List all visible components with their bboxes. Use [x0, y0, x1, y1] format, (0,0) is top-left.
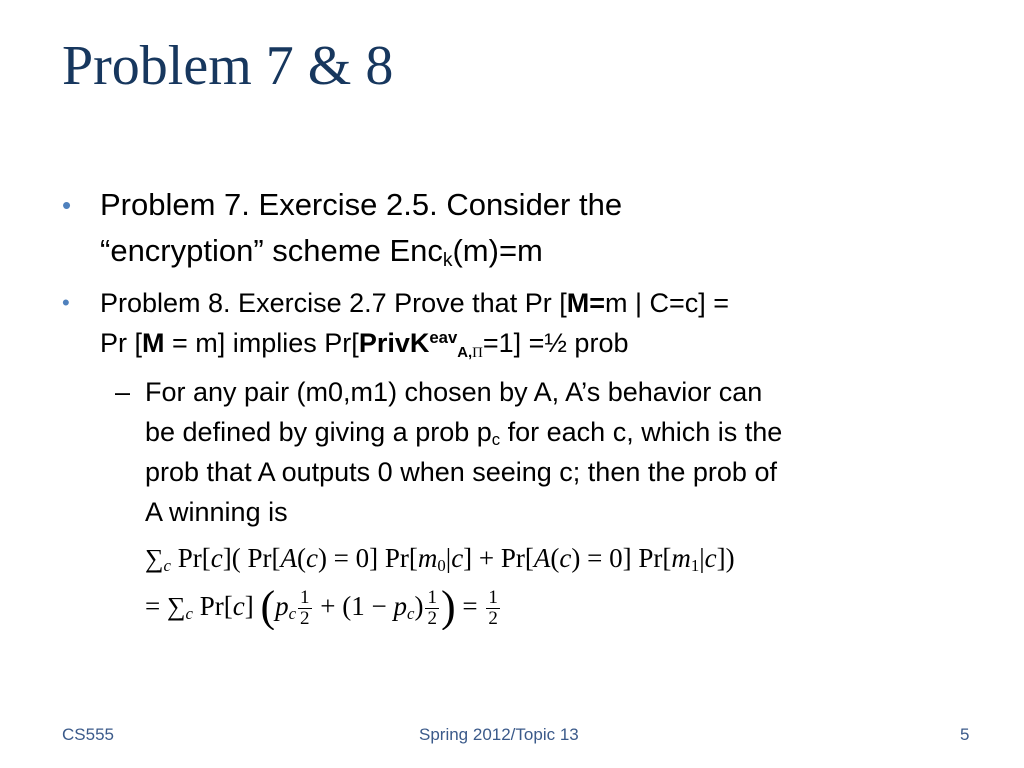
privk-subscript: [457, 345, 483, 361]
f1-p4: ) = 0] Pr[: [317, 543, 418, 573]
bullet-problem-7-line2: [100, 228, 1000, 274]
fraction-half-1: [298, 588, 312, 629]
frac1-den: 2: [300, 608, 310, 630]
f1-p3: (: [296, 543, 306, 573]
p8-line1-pre: Problem 8. Exercise 2.7 Prove that Pr [: [100, 288, 567, 318]
formula-line-1: [145, 538, 735, 579]
f1-p9: |: [699, 543, 705, 573]
f2-c: c: [232, 591, 245, 621]
sub-line2-post: for each c, which is the: [500, 417, 783, 447]
f1-p5: |: [445, 543, 452, 573]
bullet-problem-8-line2: [100, 323, 1000, 363]
sigma-symbol: ∑: [145, 544, 164, 573]
f2-eq1: =: [145, 591, 167, 621]
f1-p2: ]( Pr[: [222, 543, 281, 573]
footer-topic: Spring 2012/Topic 13: [419, 725, 579, 744]
slide-title: Problem 7 & 8: [62, 35, 394, 97]
sub-line2-subscript: c: [491, 430, 501, 450]
p8-line2-post: =1] =½ prob: [482, 328, 629, 358]
sigma-subscript: c: [185, 604, 193, 624]
bullet-problem-7: [62, 182, 1000, 274]
f2-pr: Pr[: [192, 591, 233, 621]
f2-p: p: [275, 591, 289, 621]
f1-p8: ) = 0] Pr[: [571, 543, 672, 573]
f2-close: ]: [244, 591, 261, 621]
f2-p2: p: [393, 591, 407, 621]
f1-c4: c: [559, 543, 572, 573]
sub-line3: prob that A outputs 0 when seeing c; then the prob of: [145, 457, 777, 487]
f1-c3: c: [451, 543, 464, 573]
privk-text: PrivK: [358, 328, 430, 358]
sub-line4: A winning is: [145, 497, 288, 527]
bullet-dot-icon: •: [62, 190, 72, 220]
f1-a1: A: [280, 543, 297, 573]
enc-post: (m)=m: [452, 233, 543, 268]
f2-close2: ): [414, 591, 424, 621]
p8-line2-bold: M: [142, 328, 165, 358]
p8-line1-post: m | C=c] =: [604, 288, 730, 318]
enc-text: “encryption” scheme Enc: [100, 233, 443, 268]
privk-superscript: eav: [429, 327, 458, 347]
f1-c2: c: [305, 543, 318, 573]
f1-c1: c: [210, 543, 223, 573]
f2-p2-sub: c: [407, 604, 415, 624]
sub-line2-pre: be defined by giving a prob p: [145, 417, 492, 447]
privk-subscript-a: A,: [457, 345, 473, 362]
bullet-dot-icon: •: [62, 290, 70, 315]
privk-subscript-pi: Π: [472, 345, 483, 362]
f1-p1: Pr[: [170, 543, 211, 573]
frac2-den: 2: [427, 608, 437, 630]
p8-line2-pre: Pr [: [100, 328, 143, 358]
p8-line2-mid: = m] implies Pr[: [164, 328, 359, 358]
frac2-num: 1: [427, 587, 437, 609]
slide-number: 5: [960, 725, 970, 744]
f1-p7: (: [550, 543, 560, 573]
dash-bullet-icon: –: [115, 377, 131, 407]
f1-m0: m: [417, 543, 438, 573]
f1-m1-sub: 1: [690, 556, 700, 576]
bullet-problem-8-line1: [100, 283, 1000, 323]
f1-p6: ] + Pr[: [463, 543, 534, 573]
sub-bullet-explanation: [115, 372, 965, 532]
f1-p10: ]): [716, 543, 735, 573]
frac1-num: 1: [300, 587, 310, 609]
p8-line1-bold: M=: [566, 288, 605, 318]
bullet-problem-7-line1: Problem 7. Exercise 2.5. Consider the: [100, 187, 623, 222]
bullet-problem-8: [62, 283, 1000, 363]
footer-course: CS555: [62, 725, 114, 744]
sigma-symbol: ∑: [166, 592, 186, 621]
f2-lparen: (: [260, 582, 276, 630]
sub-line1: For any pair (m0,m1) chosen by A, A’s behavior can: [145, 377, 763, 407]
formula-line-2: [145, 580, 502, 630]
f1-m1: m: [671, 543, 691, 573]
f1-c5: c: [704, 543, 717, 573]
fraction-half-2: [425, 588, 439, 629]
enc-subscript: k: [442, 249, 453, 271]
f1-a2: A: [533, 543, 551, 573]
frac3-den: 2: [488, 608, 498, 630]
f2-plus: + (1 −: [313, 591, 394, 621]
frac3-num: 1: [488, 587, 498, 609]
sub-line2: [145, 412, 965, 452]
f2-eq2: =: [455, 591, 485, 621]
sigma-subscript: c: [163, 556, 171, 576]
f2-rparen: ): [440, 582, 456, 630]
fraction-half-3: [486, 588, 500, 629]
f2-p-sub: c: [288, 604, 297, 624]
f1-m0-sub: 0: [437, 556, 446, 576]
